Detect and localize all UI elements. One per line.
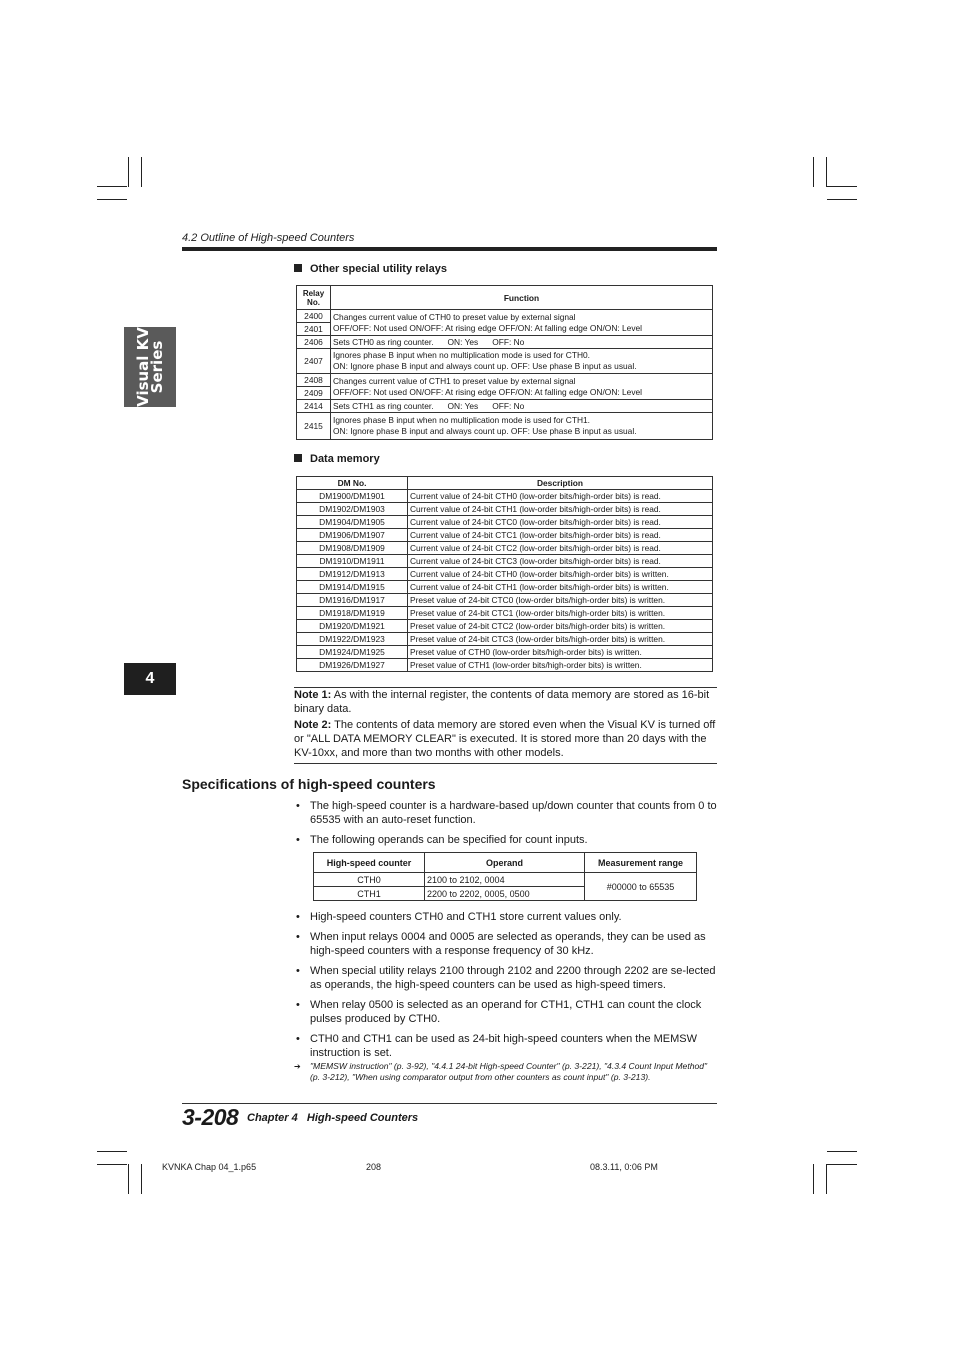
table-row — [297, 516, 713, 529]
dm-description-cell: Current value of 24-bit CTC0 (low-order bits/high-order bits) is read. — [408, 516, 713, 529]
list-item: • When special utility relays 2100 through 2102 and 2200 through 2202 are se-lected as operands, the high-speed counters can be used as high-speed timers. — [294, 964, 718, 992]
table-row — [297, 620, 713, 633]
table-row: 2414 Sets CTH1 as ring counter. ON: Yes OFF: No — [297, 400, 713, 413]
reference-note: ➔ "MEMSW instruction" (p. 3-92), "4.4.1 24-bit High-speed Counter" (p. 3-221), "4.3.4 Count Input Method" (p. 3-212), "When using comparator output from other counters as count input" (p. 3-213). — [294, 1061, 708, 1082]
table-row: 2407 Ignores phase B input when no multiplication mode is used for CTH0. ON: Ignore phase B input and always count up. OFF: Use phase B input as usual. — [297, 349, 713, 374]
dm-description-cell: Current value of 24-bit CTC1 (low-order bits/high-order bits) is read. — [408, 529, 713, 542]
note-2: Note 2: The contents of data memory are stored even when the Visual KV is turned off or "ALL DATA MEMORY CLEAR" is executed. It is stored more than 20 days with the KV-10xx, and more than two months with other models. — [294, 719, 716, 759]
header-rule — [182, 247, 717, 251]
bullet-list-bottom — [294, 910, 718, 1060]
dm-description-cell: Preset value of 24-bit CTC0 (low-order bits/high-order bits) is written. — [408, 594, 713, 607]
dm-no-cell: DM1912/DM1913 — [297, 568, 408, 581]
section-header-title: 4.2 Outline of High-speed Counters — [182, 232, 355, 244]
footer-rule — [182, 1103, 717, 1104]
dm-description-cell: Current value of 24-bit CTH0 (low-order bits/high-order bits) is read. — [408, 490, 713, 503]
table-row: 2415 Ignores phase B input when no multiplication mode is used for CTH1. ON: Ignore phase B input and always count up. OFF: Use phase B input as usual. — [297, 413, 713, 440]
table-row: 2406 Sets CTH0 as ring counter. ON: Yes OFF: No — [297, 336, 713, 349]
series-tab-label: Visual KV Series — [134, 327, 166, 407]
dm-description-cell: Preset value of CTH1 (low-order bits/high-order bits) is written. — [408, 659, 713, 672]
table-row — [297, 607, 713, 620]
table-row: 2408 Changes current value of CTH1 to preset value by external signal OFF/OFF: Not used ON/OFF: At rising edge OFF/ON: At falling edge ON/ON: Level — [297, 374, 713, 387]
table-row — [297, 659, 713, 672]
list-item: • High-speed counters CTH0 and CTH1 store current values only. — [294, 910, 718, 924]
table-row — [297, 529, 713, 542]
notes-box — [294, 687, 717, 764]
dm-description-cell: Preset value of 24-bit CTC3 (low-order bits/high-order bits) is written. — [408, 633, 713, 646]
table-row — [297, 503, 713, 516]
bullet-list-top — [294, 799, 718, 847]
square-bullet-icon — [294, 454, 302, 462]
list-item: • CTH0 and CTH1 can be used as 24-bit high-speed counters when the MEMSW instruction is set. — [294, 1032, 718, 1060]
dm-no-cell: DM1910/DM1911 — [297, 555, 408, 568]
list-item: • When input relays 0004 and 0005 are selected as operands, they can be used as high-speed counters with a response frequency of 30 kHz. — [294, 930, 718, 958]
dm-no-cell: DM1902/DM1903 — [297, 503, 408, 516]
chapter-tab: 4 — [124, 663, 176, 695]
spec-title: Specifications of high-speed counters — [182, 776, 436, 792]
dm-no-cell: DM1900/DM1901 — [297, 490, 408, 503]
dm-no-cell: DM1914/DM1915 — [297, 581, 408, 594]
relays-heading: Other special utility relays — [294, 263, 447, 275]
data-memory-table — [296, 476, 713, 672]
table-row: 2400 Changes current value of CTH0 to preset value by external signal OFF/OFF: Not used ON/OFF: At rising edge OFF/ON: At falling edge ON/ON: Level — [297, 310, 713, 323]
table-row: CTH0 2100 to 2102, 0004 #00000 to 65535 — [314, 873, 697, 887]
dm-description-cell: Preset value of 24-bit CTC2 (low-order bits/high-order bits) is written. — [408, 620, 713, 633]
print-date: 08.3.11, 0:06 PM — [590, 1162, 658, 1172]
table-row — [297, 542, 713, 555]
dm-description-cell: Preset value of 24-bit CTC1 (low-order bits/high-order bits) is written. — [408, 607, 713, 620]
list-item: • When relay 0500 is selected as an operand for CTH1, CTH1 can count the clock pulses produced by CTH0. — [294, 998, 718, 1026]
dm-description-cell: Current value of 24-bit CTC2 (low-order bits/high-order bits) is read. — [408, 542, 713, 555]
high-speed-counter-table: High-speed counter Operand Measurement range CTH0 2100 to 2102, 0004 #00000 to 65535 CTH1 2200 to 2202, 0005, 0500 — [313, 852, 697, 901]
table-row — [297, 646, 713, 659]
square-bullet-icon — [294, 264, 302, 272]
table-row: CTH1 2200 to 2202, 0005, 0500 — [314, 887, 697, 901]
page-number: 3-208 — [182, 1104, 239, 1130]
dm-no-cell: DM1918/DM1919 — [297, 607, 408, 620]
table-row: 2401 — [297, 323, 713, 336]
table-row — [297, 555, 713, 568]
dm-no-cell: DM1924/DM1925 — [297, 646, 408, 659]
note-1: Note 1: As with the internal register, the contents of data memory are stored as 16-bit binary data. — [294, 689, 710, 715]
table-row — [297, 633, 713, 646]
dm-no-cell: DM1922/DM1923 — [297, 633, 408, 646]
dm-description-cell: Current value of 24-bit CTH1 (low-order bits/high-order bits) is written. — [408, 581, 713, 594]
dm-no-header: DM No. — [297, 477, 408, 490]
list-item: • The following operands can be specified for count inputs. — [294, 833, 718, 847]
reference-arrow-icon: ➔ — [294, 1062, 301, 1071]
dm-description-cell: Current value of 24-bit CTC3 (low-order bits/high-order bits) is read. — [408, 555, 713, 568]
series-side-tab — [124, 327, 176, 407]
list-item: • The high-speed counter is a hardware-based up/down counter that counts from 0 to 65535 with an auto-reset function. — [294, 799, 718, 827]
dm-no-cell: DM1904/DM1905 — [297, 516, 408, 529]
dm-no-cell: DM1916/DM1917 — [297, 594, 408, 607]
dm-no-cell: DM1920/DM1921 — [297, 620, 408, 633]
table-row: 2409 — [297, 387, 713, 400]
dm-no-cell: DM1906/DM1907 — [297, 529, 408, 542]
footer-chapter: Chapter 4 High-speed Counters — [247, 1112, 419, 1124]
dm-description-cell: Current value of 24-bit CTH1 (low-order bits/high-order bits) is read. — [408, 503, 713, 516]
table-row — [297, 581, 713, 594]
data-memory-heading: Data memory — [294, 453, 380, 465]
function-header: Function — [331, 286, 713, 310]
description-header: Description — [408, 477, 713, 490]
table-row — [297, 490, 713, 503]
dm-description-cell: Current value of 24-bit CTH0 (low-order bits/high-order bits) is written. — [408, 568, 713, 581]
table-row — [297, 594, 713, 607]
dm-no-cell: DM1908/DM1909 — [297, 542, 408, 555]
relay-no-header: Relay No. — [297, 286, 331, 310]
print-file: KVNKA Chap 04_1.p65 — [162, 1162, 257, 1172]
relay-table — [296, 285, 713, 440]
section-header — [182, 232, 717, 251]
print-page: 208 — [366, 1162, 382, 1172]
dm-description-cell: Preset value of CTH0 (low-order bits/high-order bits) is written. — [408, 646, 713, 659]
dm-no-cell: DM1926/DM1927 — [297, 659, 408, 672]
table-row — [297, 568, 713, 581]
